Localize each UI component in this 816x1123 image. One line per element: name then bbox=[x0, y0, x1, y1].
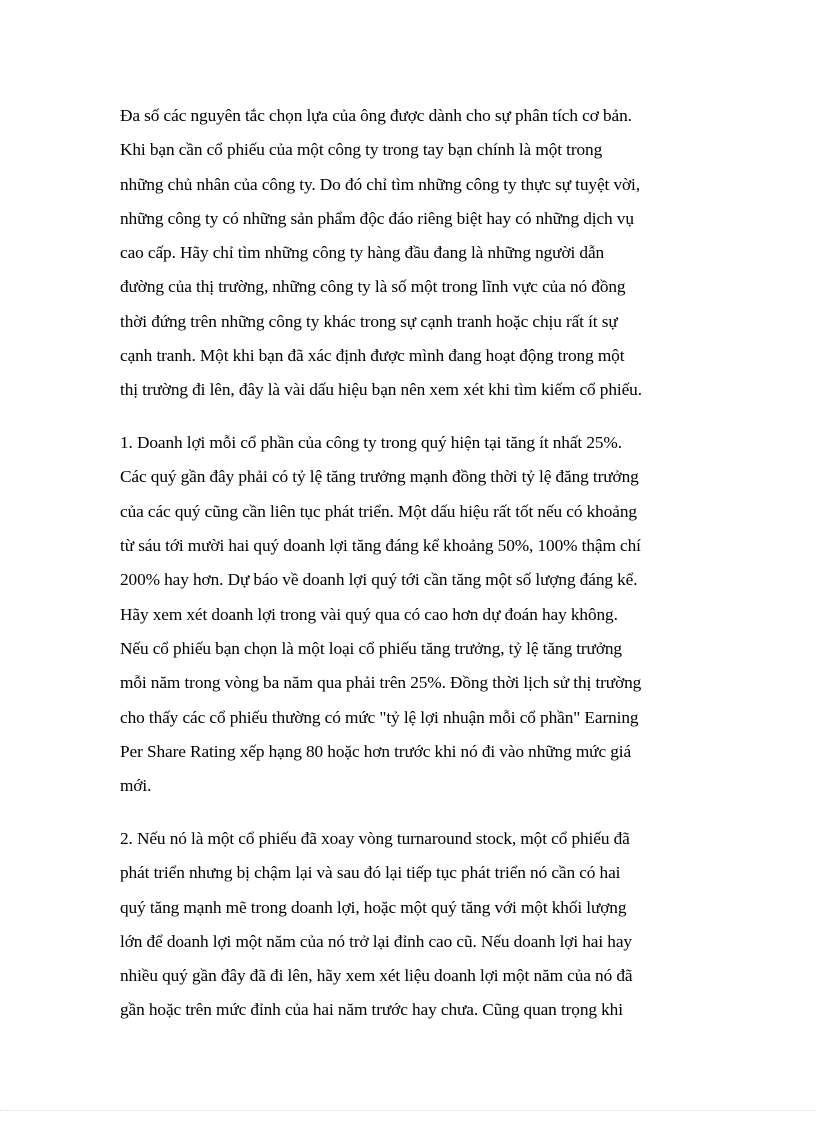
text-line: gần hoặc trên mức đỉnh của hai năm trước hay chưa. Cũng quan trọng khi bbox=[120, 1000, 623, 1020]
paragraph-item-1 bbox=[120, 426, 702, 803]
page-bottom-divider bbox=[0, 1110, 816, 1111]
text-line: cao cấp. Hãy chỉ tìm những công ty hàng đầu đang là những người dẫn bbox=[120, 243, 605, 263]
text-line: Khi bạn cần cổ phiếu của một công ty trong tay bạn chính là một trong bbox=[120, 140, 603, 160]
text-line: của các quý cũng cần liên tục phát triển. Một dấu hiệu rất tốt nếu có khoảng bbox=[120, 501, 637, 521]
paragraph-spacer bbox=[120, 408, 702, 427]
text-line: Per Share Rating xếp hạng 80 hoặc hơn trước khi nó đi vào những mức giá bbox=[120, 741, 632, 761]
text-line: Các quý gần đây phải có tỷ lệ tăng trưởng mạnh đồng thời tỷ lệ đăng trưởng bbox=[120, 467, 639, 487]
paragraph-item-2 bbox=[120, 822, 702, 1028]
text-line: nhiều quý gần đây đã đi lên, hãy xem xét liệu doanh lợi một năm của nó đã bbox=[120, 966, 633, 986]
text-line: phát triển nhưng bị chậm lại và sau đó lại tiếp tục phát triển nó cần có hai bbox=[120, 863, 621, 883]
paragraph-spacer bbox=[120, 803, 702, 822]
text-line: đường của thị trường, những công ty là số một trong lĩnh vực của nó đồng bbox=[120, 277, 626, 297]
text-line: thời đứng trên những công ty khác trong sự cạnh tranh hoặc chịu rất ít sự bbox=[120, 311, 618, 331]
text-line: mới. bbox=[120, 776, 152, 796]
paragraph-intro bbox=[120, 99, 702, 408]
document-body bbox=[120, 99, 702, 1028]
text-line: cạnh tranh. Một khi bạn đã xác định được mình đang hoạt động trong một bbox=[120, 346, 625, 366]
text-line: cho thấy các cổ phiếu thường có mức "tỷ lệ lợi nhuận mỗi cổ phần" Earning bbox=[120, 707, 639, 727]
text-line: 1. Doanh lợi mỗi cổ phần của công ty trong quý hiện tại tăng ít nhất 25%. bbox=[120, 433, 622, 453]
text-line: quý tăng mạnh mẽ trong doanh lợi, hoặc một quý tăng với một khối lượng bbox=[120, 897, 627, 917]
text-line: mỗi năm trong vòng ba năm qua phải trên 25%. Đồng thời lịch sử thị trường bbox=[120, 673, 642, 693]
text-line: lớn để doanh lợi một năm của nó trở lại đỉnh cao cũ. Nếu doanh lợi hai hay bbox=[120, 931, 632, 951]
text-line: Đa số các nguyên tắc chọn lựa của ông được dành cho sự phân tích cơ bản. bbox=[120, 106, 632, 125]
text-line: từ sáu tới mười hai quý doanh lợi tăng đáng kể khoảng 50%, 100% thậm chí bbox=[120, 536, 641, 556]
text-line: những chủ nhân của công ty. Do đó chỉ tìm những công ty thực sự tuyệt vời, bbox=[120, 174, 640, 194]
text-line: Nếu cổ phiếu bạn chọn là một loại cổ phiếu tăng trưởng, tỷ lệ tăng trưởng bbox=[120, 638, 622, 658]
text-line: 2. Nếu nó là một cổ phiếu đã xoay vòng turnaround stock, một cổ phiếu đã bbox=[120, 828, 630, 848]
text-line: những công ty có những sản phẩm độc đáo riêng biệt hay có những dịch vụ bbox=[120, 208, 634, 228]
text-line: Hãy xem xét doanh lợi trong vài quý qua có cao hơn dự đoán hay không. bbox=[120, 604, 618, 624]
text-line: thị trường đi lên, đây là vài dấu hiệu bạn nên xem xét khi tìm kiếm cổ phiếu. bbox=[120, 380, 642, 400]
text-line: 200% hay hơn. Dự báo về doanh lợi quý tới cần tăng một số lượng đáng kể. bbox=[120, 570, 638, 590]
